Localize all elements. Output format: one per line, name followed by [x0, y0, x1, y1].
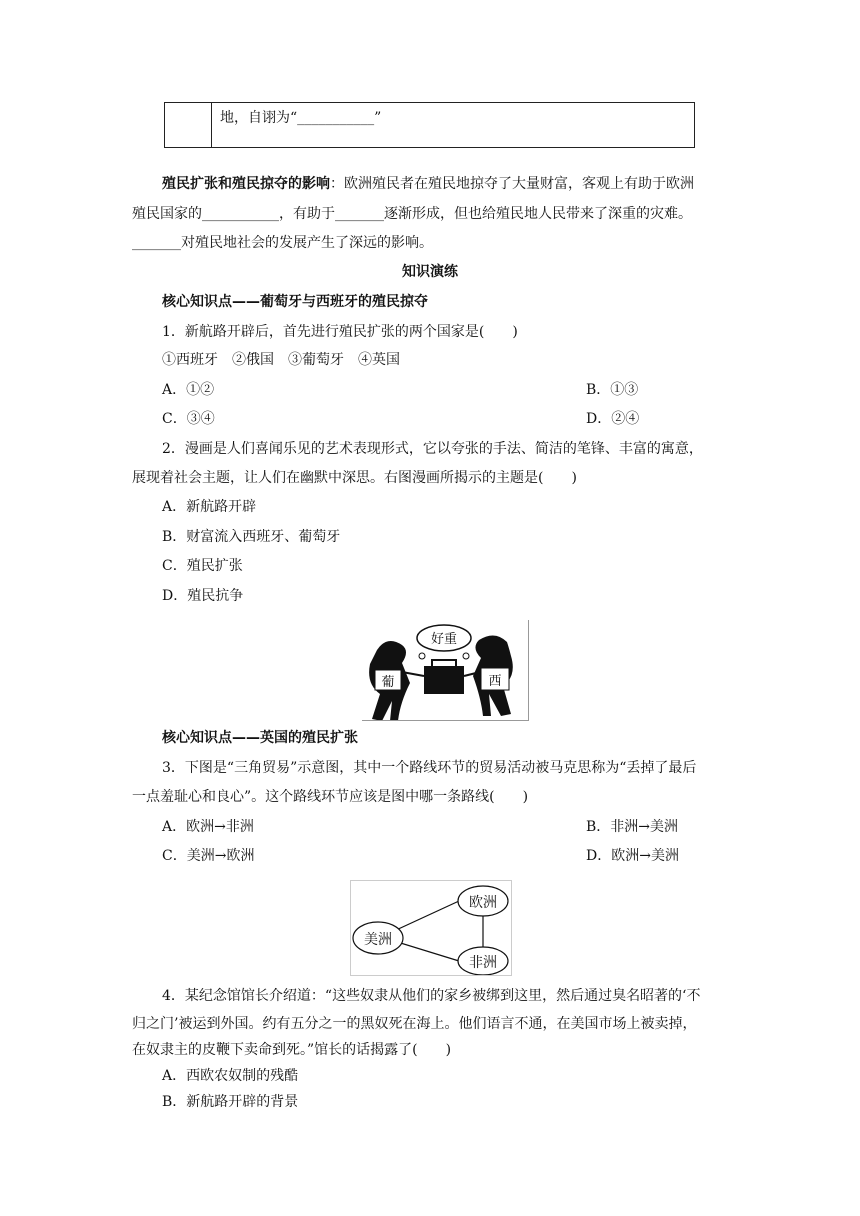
q3-stem-2: 一点羞耻心和良心”。这个路线环节应该是图中哪一条路线( ) — [132, 789, 529, 805]
q3-option-b: B．非洲→美洲 — [586, 819, 679, 835]
q3-option-c: C．美洲→欧洲 — [162, 848, 255, 864]
node-africa: 非洲 — [469, 955, 497, 971]
table-fragment — [164, 102, 695, 148]
impact-line-1 — [162, 174, 694, 194]
core-point-2: 核心知识点——英国的殖民扩张 — [162, 730, 358, 746]
q2-option-c: C．殖民扩张 — [162, 558, 243, 574]
cartoon-label-left: 葡 — [381, 675, 395, 690]
q4-option-a: A．西欧农奴制的残酷 — [162, 1068, 299, 1084]
q2-option-a: A．新航路开辟 — [162, 499, 257, 515]
triangle-trade-diagram — [350, 880, 512, 976]
section-title: 知识演练 — [402, 264, 458, 280]
q1-items: ①西班牙 ②俄国 ③葡萄牙 ④英国 — [162, 352, 400, 368]
q4-stem-1: 4．某纪念馆馆长介绍道：“这些奴隶从他们的家乡被绑到这里，然后通过臭名昭著的‘不 — [162, 988, 701, 1004]
node-america: 美洲 — [364, 932, 392, 948]
cartoon-label-right: 西 — [488, 674, 502, 689]
cartoon-image — [362, 620, 529, 721]
impact-line-3: _______对殖民地社会的发展产生了深远的影响。 — [132, 235, 433, 251]
q1-option-a: A．①② — [162, 382, 215, 398]
q3-stem-1: 3．下图是“三角贸易”示意图，其中一个路线环节的贸易活动被马克思称为“丢掉了最后 — [162, 760, 697, 776]
q2-option-b: B．财富流入西班牙、葡萄牙 — [162, 529, 341, 545]
q2-stem-1: 2．漫画是人们喜闻乐见的艺术表现形式，它以夸张的手法、简洁的笔锋、丰富的寓意， — [162, 441, 703, 457]
q4-option-b: B．新航路开辟的背景 — [162, 1094, 299, 1110]
q1-option-c: C．③④ — [162, 411, 215, 427]
node-europe: 欧洲 — [469, 895, 497, 911]
table-cell-empty — [165, 103, 212, 148]
q4-stem-3: 在奴隶主的皮鞭下卖命到死。”馆长的话揭露了( ) — [132, 1042, 452, 1058]
impact-label: 殖民扩张和殖民掠夺的影响 — [162, 176, 330, 192]
q2-stem-2: 展现着社会主题，让人们在幽默中深思。右图漫画所揭示的主题是( ) — [132, 470, 577, 486]
table-cell-text: 地，自诩为“___________” — [212, 103, 695, 148]
impact-line-2: 殖民国家的___________，有助于_______逐渐形成，但也给殖民地人民带来了深重的灾难。 — [132, 206, 692, 222]
q2-option-d: D．殖民抗争 — [162, 588, 244, 604]
q3-option-a: A．欧洲→非洲 — [162, 819, 254, 835]
q1-option-d: D．②④ — [586, 411, 640, 427]
cartoon-speech: 好重 — [430, 632, 457, 647]
q1-stem: 1．新航路开辟后，首先进行殖民扩张的两个国家是( ) — [162, 324, 518, 340]
q3-option-d: D．欧洲→美洲 — [586, 848, 679, 864]
core-point-1: 核心知识点——葡萄牙与西班牙的殖民掠夺 — [162, 294, 428, 310]
q1-option-b: B．①③ — [586, 382, 639, 398]
q4-stem-2: 归之门’被运到外国。约有五分之一的黑奴死在海上。他们语言不通，在美国市场上被卖掉， — [132, 1016, 697, 1032]
impact-text-1: ：欧洲殖民者在殖民地掠夺了大量财富，客观上有助于欧洲 — [330, 176, 694, 192]
